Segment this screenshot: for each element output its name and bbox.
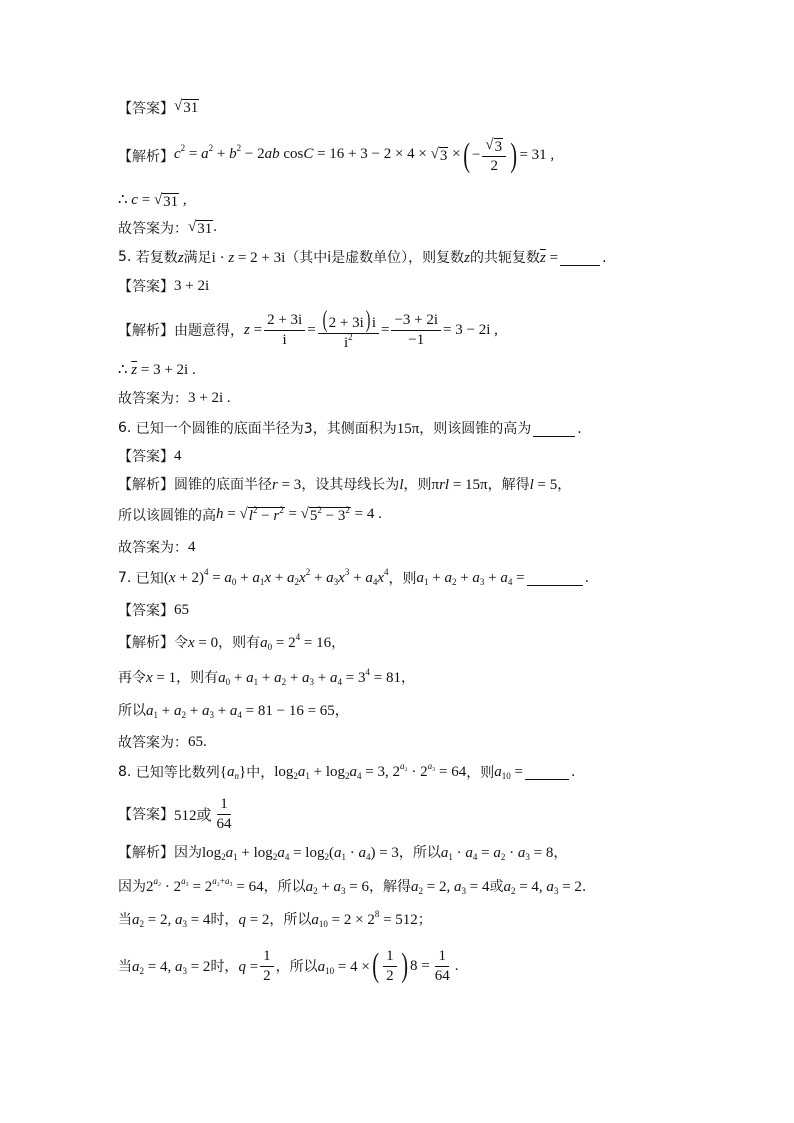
q8-stem: 8. 已知等比数列 $\{a_n\}$ 中， $\log_2a_1 + \log_2a_4 = 3$, $2^{a_2} \cdot 2^{a_3} = 64$ ，则 $a_{10}$ = . — [118, 760, 576, 781]
q5-final: 故答案为： 3 + 2i . — [118, 389, 231, 407]
analysis-label: 【解析】 — [118, 635, 174, 651]
q8-analysis-2: 因为$2^{a_2} \cdot 2^{a_3} = 2^{a_2+a_3} = 64$，所以$a_2 + a_3 = 6$，解得$a_2 = 2$, $a_3 = 4$或$a_2 = 4$, $a_3 = 2$. — [118, 876, 587, 896]
q8-answer-fraction: $\frac{1}{64}$ — [216, 796, 232, 832]
q7-number: 7. — [118, 570, 132, 586]
q5-answer-line — [118, 276, 209, 296]
final-label: 故答案为： — [118, 735, 188, 751]
q8-analysis-4: 当$a_2 = 4$, $a_3 = 2$时，q = $\frac{1}{2}$ ，所以$a_{10} = 4$ × ( $\frac{1}{2}$ ) 8 = $\frac{1}{64}$ . — [118, 947, 459, 985]
answer-label: 【答案】 — [118, 101, 174, 117]
q5-stem: 5. 若复数z满足i · z = 2 + 3i（其中i是虚数单位），则复数z的共轭复数$\overline{z}$ = . — [118, 249, 607, 266]
q6-analysis-line: 【解析】 圆锥的底面半径r = 3，设其母线长为l，则πrl = 15π，解得l = 5， — [118, 474, 571, 494]
q5-answer-value: 3 + 2i — [174, 277, 210, 294]
q4-analysis-formula: $c^2 = a^2 + b^2 - 2ab$ cosC = 16 + 3 − 2 × 4 × √ 3 × — [174, 143, 461, 165]
answer-label: 【答案】 — [118, 603, 174, 619]
q5-analysis-lead: 由题意得， — [174, 323, 244, 340]
q4-final: 故答案为： √ 31 . — [118, 218, 217, 237]
analysis-label: 【解析】 — [118, 845, 174, 861]
answer-label: 【答案】 — [118, 279, 174, 295]
fraction-sqrt3-over-2: √ 3 2 — [482, 136, 506, 175]
q6-answer-line — [118, 446, 182, 466]
q7-analysis-2: 再令x = 1，则有$a_0 + a_1 + a_2 + a_3 + a_4 = 3^4 = 81$， — [118, 667, 415, 687]
q4-conclusion: ∴ c = √ 31 , — [118, 192, 187, 210]
q7-analysis-1: 【解析】 令x = 0，则有$a_0 = 2^4 = 16$， — [118, 632, 346, 652]
q6-answer-value: 4 — [174, 447, 182, 464]
analysis-label: 【解析】 — [118, 148, 174, 165]
analysis-label: 【解析】 — [118, 477, 174, 493]
q5-number: 5. — [118, 249, 132, 265]
q5-analysis-line: 【解析】 由题意得， z = $\frac{2 + 3i}{i}$ = $\frac{( 2 + 3i) i}{i^2}$ = $\frac{-3 + 2i}{-1}$ = 3 − 2i , — [118, 307, 498, 351]
q6-number: 6. — [118, 420, 132, 436]
q4-analysis-line: 【解析】 $c^2 = a^2 + b^2 - 2ab$ cosC = 16 + 3 − 2 × 4 × √ 3 × ( − √ 3 2 ) = 31 , — [118, 136, 555, 174]
q6-stem: 6. 已知一个圆锥的底面半径为3，其侧面积为15π，则该圆锥的高为 . — [118, 420, 582, 437]
q8-number: 8. — [118, 764, 132, 780]
q4-answer-value: √ 31 — [174, 98, 199, 117]
q7-analysis-3: 所以$a_1 + a_2 + a_3 + a_4 = 81 - 16 = 65$， — [118, 703, 349, 720]
answer-label: 【答案】 — [118, 449, 174, 465]
q8-analysis-1: 【解析】 因为$\log_2a_1 + \log_2a_4 = \log_2(a_1 \cdot a_4) = 3$，所以$a_1 \cdot a_4 = a_2 \cdot a_3 = 8$， — [118, 842, 567, 862]
q6-conclusion: 所以该圆锥的高 h = √ $l^2 - r^2$ = √ $5^2 - 3^2$ = 4 . — [118, 504, 382, 524]
q7-answer-value: 65 — [174, 601, 189, 618]
q7-answer-line — [118, 600, 189, 620]
q7-stem: 7. 已知 $(x + 2)^4 = a_0 + a_1x + a_2x^2 + a_3x^3 + a_4x^4$ ，则 $a_1 + a_2 + a_3 + a_4$ = . — [118, 566, 590, 587]
q8-analysis-3: 当$a_2 = 2$, $a_3 = 4$时，q = 2，所以$a_{10} = 2 \times 2^8 = 512$； — [118, 909, 432, 929]
q4-answer-line — [118, 98, 199, 118]
q5-conclusion: ∴ $\overline{z} = 3 + 2i$ . — [118, 362, 196, 378]
q6-final: 故答案为： 4 — [118, 538, 196, 556]
q8-answer-line: 【答案】 512或 $\frac{1}{64}$ — [118, 795, 237, 834]
final-label: 故答案为： — [118, 391, 188, 407]
q7-final: 故答案为： 65. — [118, 733, 207, 751]
analysis-label: 【解析】 — [118, 323, 174, 340]
final-label: 故答案为： — [118, 221, 188, 237]
final-label: 故答案为： — [118, 540, 188, 556]
answer-label: 【答案】 — [118, 807, 174, 824]
